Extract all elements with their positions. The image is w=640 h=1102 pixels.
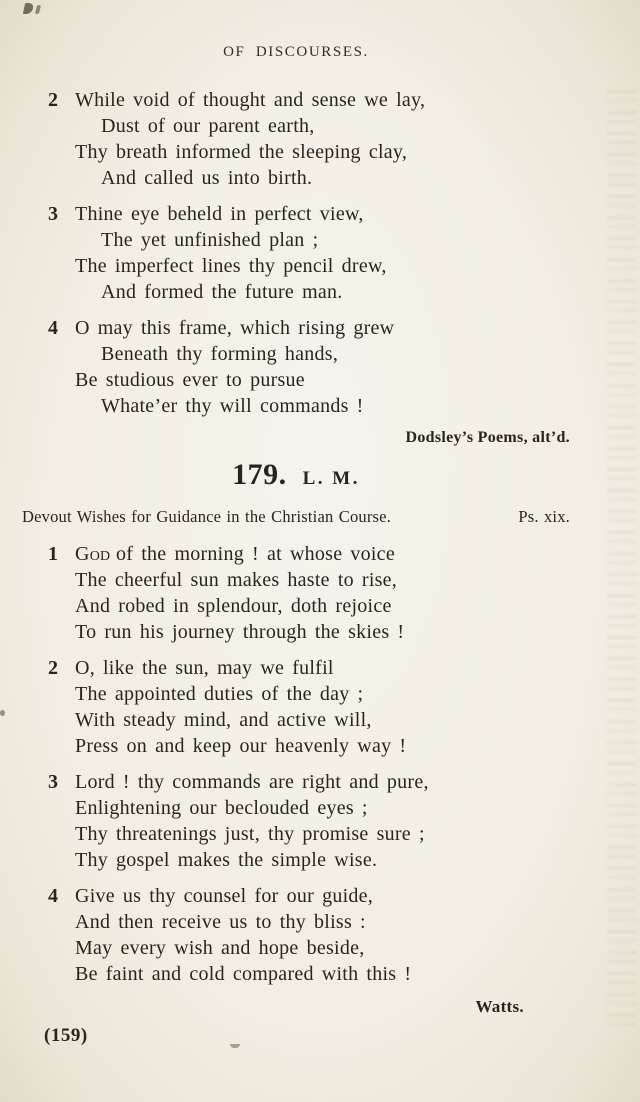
stanza <box>22 315 570 419</box>
hymn-meter: L. M. <box>302 468 360 489</box>
stanza <box>22 769 570 873</box>
stanza-number: 4 <box>48 885 59 907</box>
hymn-179 <box>22 455 570 1017</box>
stanza-number: 4 <box>48 317 59 339</box>
hymn-stanzas <box>22 541 570 987</box>
hymn-line: To run his journey through the skies ! <box>75 621 405 643</box>
hymn-line: May every wish and hope beside, <box>75 937 365 959</box>
hymn-line: Be faint and cold compared with this ! <box>75 963 412 985</box>
stanza <box>22 87 570 191</box>
scripture-reference: Ps. xix. <box>518 507 570 526</box>
hymn-line: Thy threatenings just, thy promise sure ; <box>75 823 425 845</box>
hymn-line: The yet unfinished plan ; <box>101 229 319 251</box>
hymn-line: Thy gospel makes the simple wise. <box>75 849 378 871</box>
hymn-line: Whate’er thy will commands ! <box>101 395 364 417</box>
bleed-through-texture <box>607 90 637 1032</box>
hymn-line: With steady mind, and active will, <box>75 709 372 731</box>
stanza-number: 2 <box>48 89 59 111</box>
hymn-line: Give us thy counsel for our guide, <box>75 885 374 907</box>
hymn-line: Be studious ever to pursue <box>75 369 305 391</box>
hymn-line: And called us into birth. <box>101 167 313 189</box>
hymn-line: O may this frame, which rising grew <box>75 317 395 339</box>
hymn-line: Beneath thy forming hands, <box>101 343 339 365</box>
small-caps-word: God <box>75 543 111 565</box>
hymn-line: Press on and keep our heavenly way ! <box>75 735 407 757</box>
stanza <box>22 541 570 645</box>
hymn-line <box>75 541 570 567</box>
hymn-line: And then receive us to thy bliss : <box>75 911 366 933</box>
stanza-number: 3 <box>48 203 59 225</box>
page-number: (159) <box>44 1025 88 1046</box>
hymn-line-text: of the morning ! at whose voice <box>116 543 395 565</box>
hymn-subtitle: Devout Wishes for Guidance in the Christian Course. <box>22 507 392 526</box>
attribution: Watts. <box>475 997 524 1016</box>
hymn-line: The appointed duties of the day ; <box>75 683 364 705</box>
hymn-subtitle-row <box>22 507 570 527</box>
ink-speck <box>23 3 34 14</box>
hymn-line: Enlightening our beclouded eyes ; <box>75 797 368 819</box>
hymn-line: And robed in splendour, doth rejoice <box>75 595 392 617</box>
hymn-line: And formed the future man. <box>101 281 343 303</box>
hymn-line: Lord ! thy commands are right and pure, <box>75 771 429 793</box>
hymn-line: The cheerful sun makes haste to rise, <box>75 569 398 591</box>
hymn-heading <box>22 455 570 499</box>
ink-speck <box>35 5 41 14</box>
stanza-number: 2 <box>48 657 59 679</box>
previous-hymn-continuation <box>22 87 570 447</box>
hymn-line: Thine eye beheld in perfect view, <box>75 203 364 225</box>
stanza <box>22 201 570 305</box>
running-header: OF DISCOURSES. <box>223 44 369 60</box>
hymn-line: While void of thought and sense we lay, <box>75 89 426 111</box>
hymn-line: The imperfect lines thy pencil drew, <box>75 255 387 277</box>
stanza <box>22 883 570 987</box>
stanza-number: 1 <box>48 543 59 565</box>
hymn-number: 179. <box>232 458 287 491</box>
hymn-line: O, like the sun, may we fulfil <box>75 657 334 679</box>
attribution: Dodsley’s Poems, alt’d. <box>405 429 570 446</box>
stanza <box>22 655 570 759</box>
hymn-line: Thy breath informed the sleeping clay, <box>75 141 408 163</box>
hymn-line: Dust of our parent earth, <box>101 115 315 137</box>
stanza-number: 3 <box>48 771 59 793</box>
ink-speck <box>0 710 5 716</box>
